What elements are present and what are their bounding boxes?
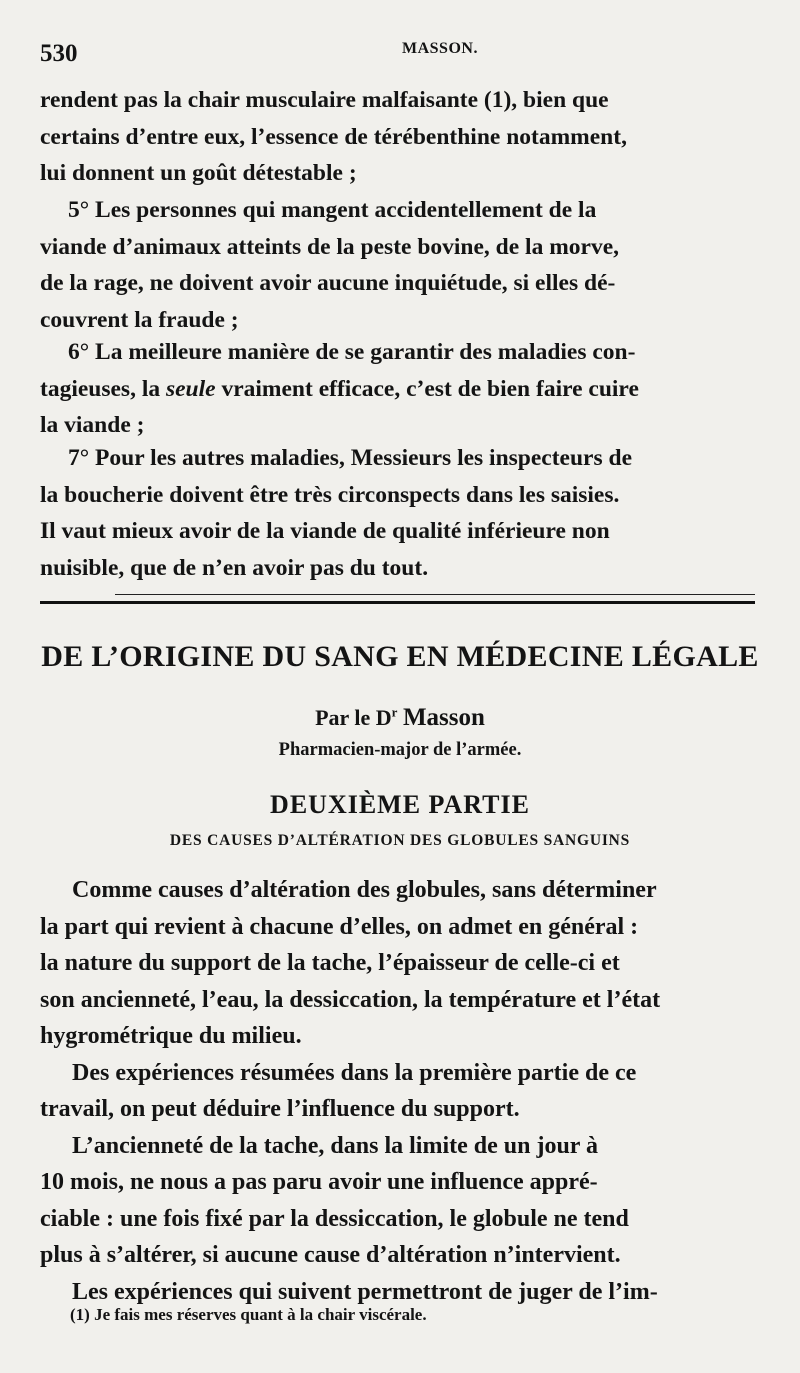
text-line: 6° La meilleure manière de se garantir des maladies con- (68, 339, 636, 365)
author-name: Masson (402, 704, 485, 731)
list-item-5 (40, 192, 755, 338)
text-line (40, 371, 755, 408)
text-line: la nature du support de la tache, l’épaisseur de celle-ci et (40, 950, 620, 976)
text-line: son ancienneté, l’eau, la dessiccation, la température et l’état (40, 986, 661, 1013)
part-title: DEUXIÈME PARTIE (270, 790, 530, 819)
text-line: la part qui revient à chacune d’elles, on admet en général : (40, 913, 639, 940)
text-line: la viande ; (40, 412, 145, 438)
text-line: rendent pas la chair musculaire malfaisante (1), bien que (40, 87, 609, 113)
text-line: hygrométrique du milieu. (40, 1023, 302, 1049)
text-segment: vraiment efficace, c’est de bien faire cuire (215, 375, 639, 402)
paragraph (40, 1128, 760, 1274)
divider-thick (40, 601, 755, 604)
emphasis-word: seule (165, 375, 216, 402)
running-title: MASSON. (402, 40, 478, 57)
continuation-paragraph (40, 82, 755, 192)
article-title: DE L’ORIGINE DU SANG EN MÉDECINE LÉGALE (41, 640, 759, 673)
list-item-7 (40, 440, 755, 586)
text-line: nuisible, que de n’en avoir pas du tout. (40, 554, 429, 581)
text-line: Comme causes d’altération des globules, sans déterminer (72, 877, 657, 903)
text-line: 10 mois, ne nous a pas paru avoir une influence appré- (40, 1169, 598, 1195)
text-line: travail, on peut déduire l’influence du support. (40, 1096, 520, 1122)
section-subtitle: DES CAUSES D’ALTÉRATION DES GLOBULES SANGUINS (169, 832, 631, 849)
byline-superscript: r (391, 704, 398, 720)
text-line: certains d’entre eux, l’essence de térébenthine notamment, (40, 123, 627, 150)
paragraph (40, 1055, 760, 1128)
text-line: Des expériences résumées dans la première partie de ce (72, 1059, 637, 1086)
list-item-6 (40, 334, 755, 444)
text-line: Il vaut mieux avoir de la viande de qualité inférieure non (40, 518, 610, 544)
footnote: (1) Je fais mes réserves quant à la chair viscérale. (70, 1305, 427, 1324)
text-line: viande d’animaux atteints de la peste bovine, de la morve, (40, 233, 620, 260)
text-line: plus à s’altérer, si aucune cause d’altération n’intervient. (40, 1242, 621, 1268)
divider-thin (115, 594, 755, 595)
text-line: 5° Les personnes qui mangent accidentellement de la (68, 197, 597, 223)
article-body (40, 872, 760, 1310)
text-line: ciable : une fois fixé par la dessiccation, le globule ne tend (40, 1205, 629, 1232)
running-head (40, 40, 760, 70)
text-segment: tagieuses, la (40, 375, 166, 402)
text-line: Les expériences qui suivent permettront de juger de l’im- (72, 1278, 658, 1305)
page-number: 530 (40, 40, 78, 67)
text-line: couvrent la fraude ; (40, 306, 239, 333)
text-line: 7° Pour les autres maladies, Messieurs les inspecteurs de (68, 445, 632, 471)
text-line: de la rage, ne doivent avoir aucune inquiétude, si elles dé- (40, 270, 616, 296)
author-affiliation: Pharmacien-major de l’armée. (278, 740, 522, 760)
byline-prefix: Par le D (315, 705, 392, 730)
text-line: la boucherie doivent être très circonspects dans les saisies. (40, 481, 620, 508)
paragraph (40, 872, 760, 1055)
text-line: L’ancienneté de la tache, dans la limite de un jour à (72, 1132, 599, 1159)
text-line: lui donnent un goût détestable ; (40, 160, 357, 186)
byline (40, 704, 760, 732)
